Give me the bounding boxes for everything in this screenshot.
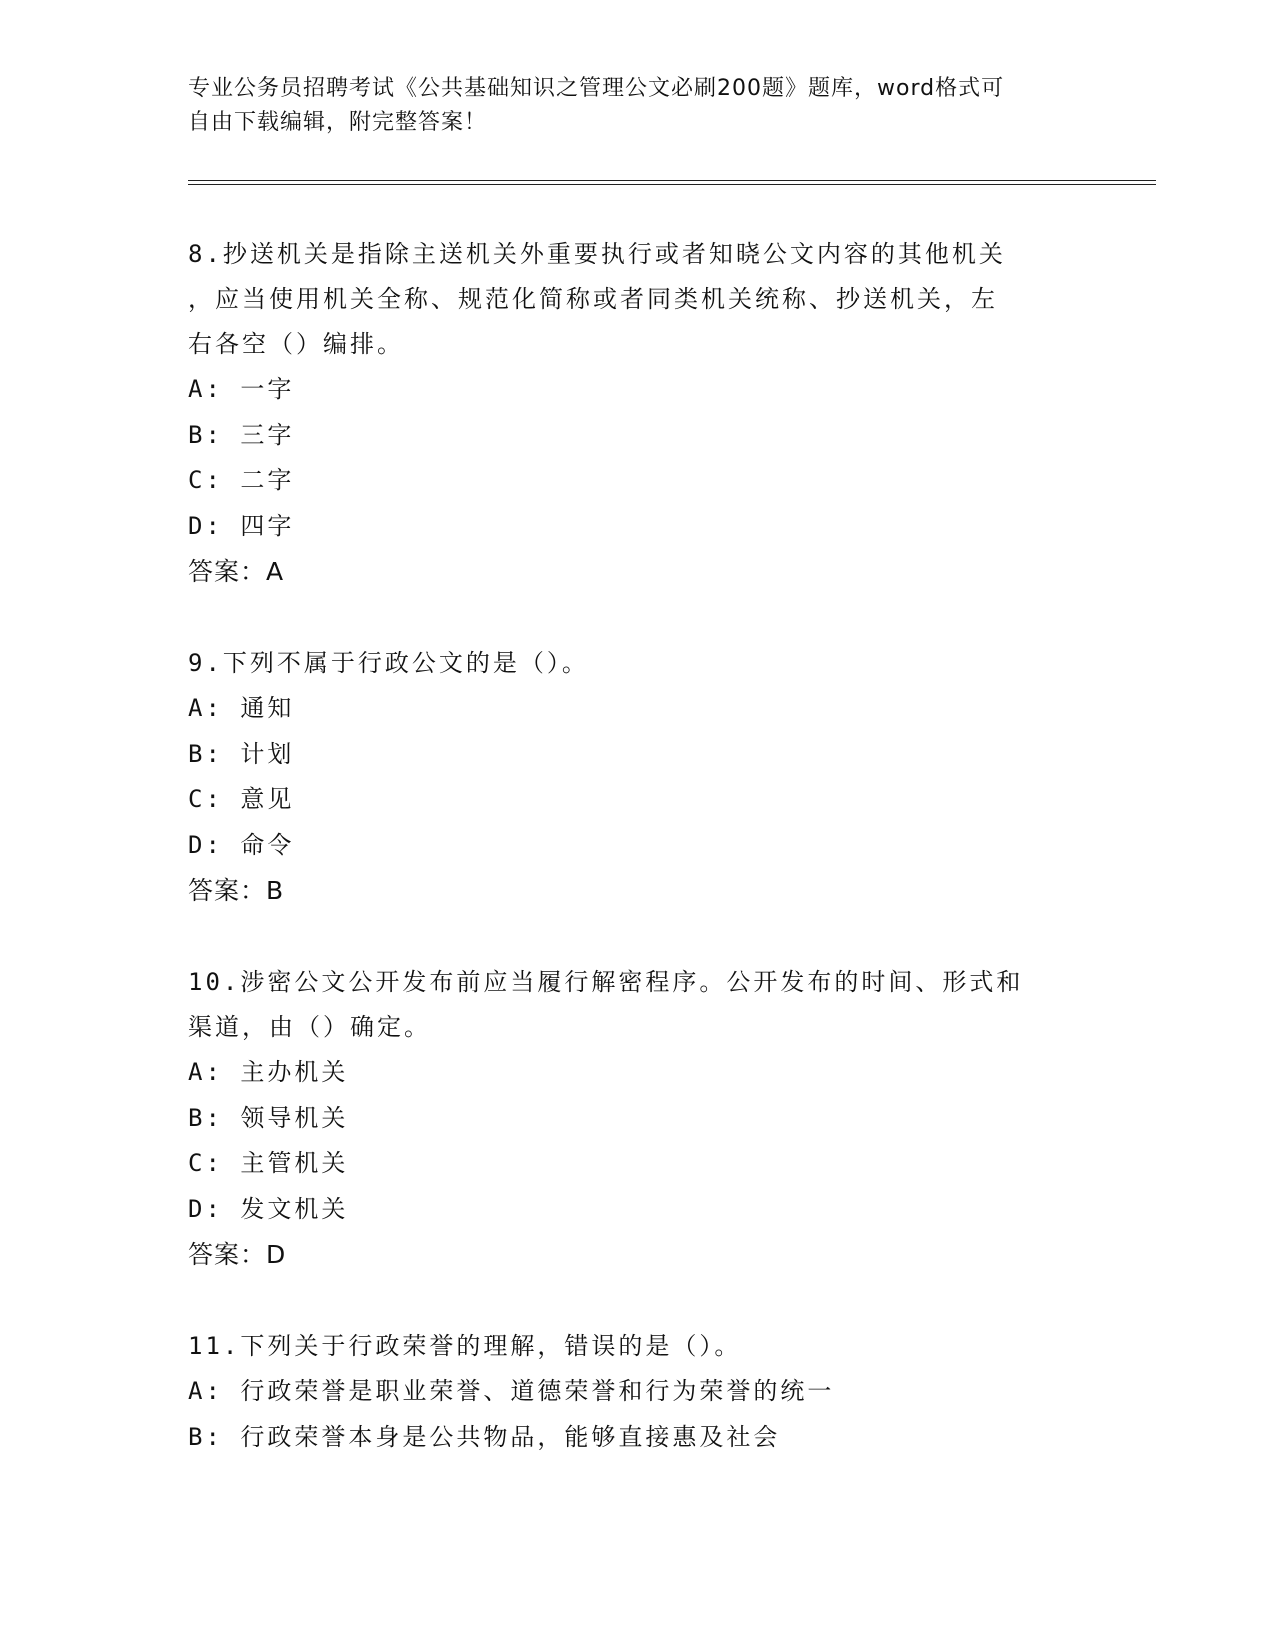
question-9 [188, 641, 1088, 914]
header-divider-top [188, 180, 1156, 181]
option-c: C: 主管机关 [188, 1149, 349, 1177]
option-b: B: 行政荣誉本身是公共物品，能够直接惠及社会 [188, 1422, 781, 1451]
header-line-2: 自由下载编辑，附完整答案！ [188, 110, 488, 135]
answer: 答案：D [188, 1240, 287, 1269]
document-header [188, 72, 1088, 140]
option-d: D: 命令 [188, 830, 295, 859]
question-stem-line: 10.涉密公文公开发布前应当履行解密程序。公开发布的时间、形式和 [188, 968, 1024, 996]
answer: 答案：A [188, 557, 285, 586]
option-d: D: 发文机关 [188, 1194, 349, 1223]
question-stem-line: 8.抄送机关是指除主送机关外重要执行或者知晓公文内容的其他机关 [188, 240, 1006, 268]
option-a: A: 一字 [188, 375, 295, 403]
question-11 [188, 1324, 1088, 1460]
option-a: A: 通知 [188, 694, 295, 722]
option-b: B: 领导机关 [188, 1103, 349, 1132]
option-a: A: 主办机关 [188, 1058, 349, 1086]
option-c: C: 意见 [188, 785, 295, 813]
option-b: B: 三字 [188, 420, 295, 449]
option-d: D: 四字 [188, 511, 295, 540]
question-stem-line: 9.下列不属于行政公文的是（）。 [188, 649, 589, 677]
question-list [188, 232, 1088, 1506]
question-8 [188, 232, 1088, 595]
question-stem-line: 渠道，由（）确定。 [188, 1013, 431, 1041]
option-c: C: 二字 [188, 466, 295, 494]
header-divider-bottom [188, 184, 1156, 185]
question-stem-line: 11.下列关于行政荣誉的理解，错误的是（）。 [188, 1332, 742, 1360]
option-a: A: 行政荣誉是职业荣誉、道德荣誉和行为荣誉的统一 [188, 1377, 835, 1405]
option-b: B: 计划 [188, 739, 295, 768]
question-10 [188, 960, 1088, 1278]
question-stem-line: ，应当使用机关全称、规范化简称或者同类机关统称、抄送机关，左 [188, 285, 998, 313]
question-stem-line: 右各空（）编排。 [188, 330, 404, 358]
header-line-1: 专业公务员招聘考试《公共基础知识之管理公文必刷200题》题库，word格式可 [188, 76, 1005, 101]
answer: 答案：B [188, 876, 285, 905]
